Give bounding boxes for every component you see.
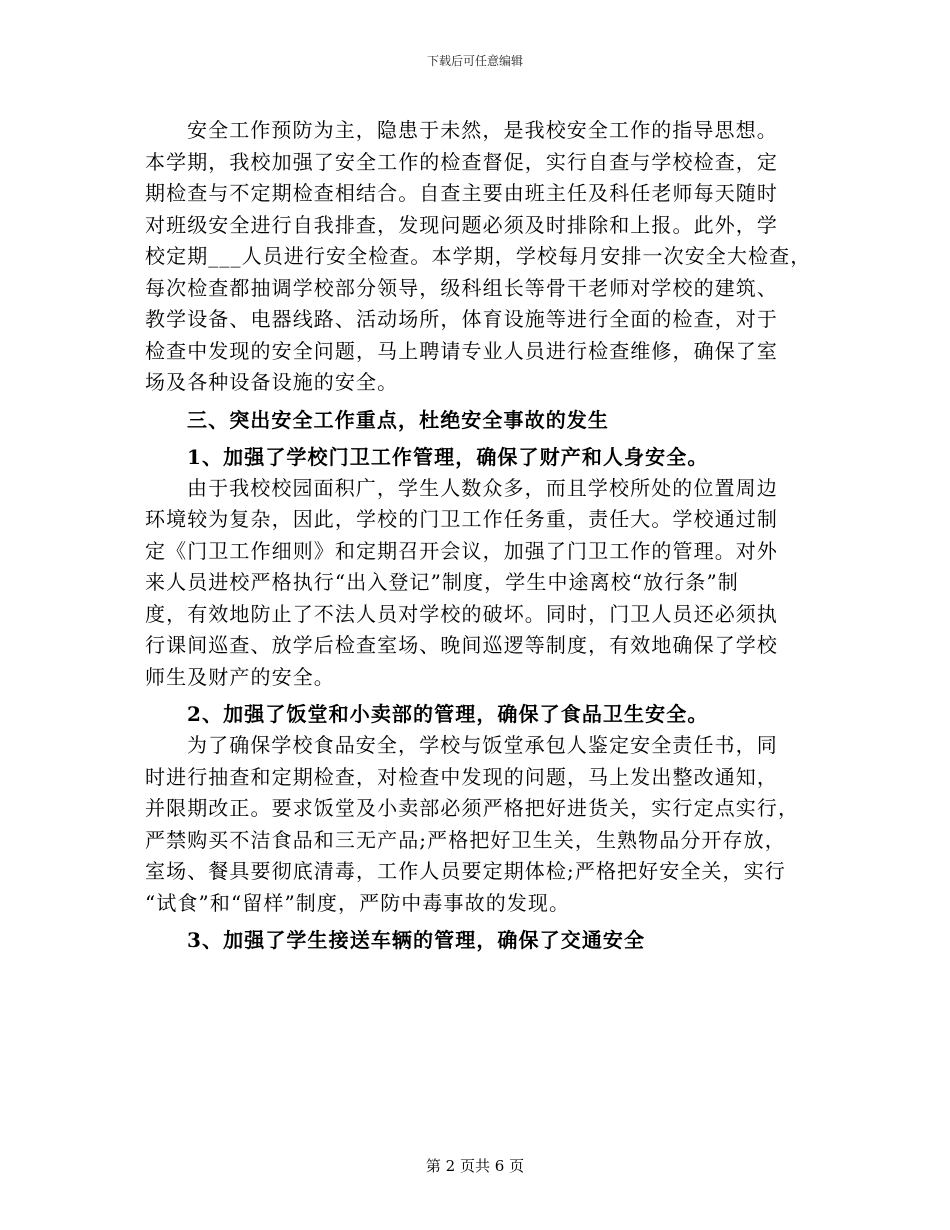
text-line: 室场、餐具要彻底清毒，工作人员要定期体检;严格把好安全关，实行 (145, 859, 786, 883)
paragraph (145, 730, 825, 919)
text-line: 为了确保学校食品安全，学校与饭堂承包人鉴定安全责任书，同 (187, 733, 778, 757)
text-line: “试食”和“留样”制度，严防中毒事故的发现。 (145, 890, 571, 915)
page-footer: 第 2 页共 6 页 (425, 1157, 525, 1175)
subsection-heading: 2、加强了饭堂和小卖部的管理，确保了食品卫生安全。 (187, 702, 709, 726)
paragraph (145, 473, 825, 694)
text-line: 校定期___人员进行安全检查。本学期，学校每月安排一次安全大检查， (145, 244, 812, 268)
text-line: 定《门卫工作细则》和定期召开会议，加强了门卫工作的管理。对外 (145, 538, 778, 563)
text-line: 安全工作预防为主，隐患于未然，是我校安全工作的指导思想。 (187, 118, 778, 142)
text-line: 期检查与不定期检查相结合。自查主要由班主任及科任老师每天随时 (145, 181, 778, 205)
text-line: 教学设备、电器线路、活动场所，体育设施等进行全面的检查，对于 (145, 307, 778, 331)
text-line: 度，有效地防止了不法人员对学校的破坏。同时，门卫人员还必须执 (145, 601, 778, 626)
text-line: 来人员进校严格执行“出入登记”制度，学生中途离校“放行条”制 (145, 570, 739, 594)
text-line: 环境较为复杂，因此，学校的门卫工作任务重，责任大。学校通过制 (145, 507, 778, 531)
text-line: 并限期改正。要求饭堂及小卖部必须严格把好进货关，实行定点实行， (145, 796, 800, 820)
page-header: 下载后可任意编辑 (426, 54, 523, 68)
paragraph (145, 115, 825, 399)
text-line: 检查中发现的安全问题，马上聘请专业人员进行检查维修，确保了室 (145, 338, 778, 363)
text-line: 师生及财产的安全。 (145, 664, 335, 689)
text-line: 行课间巡查、放学后检查室场、晚间巡逻等制度，有效地确保了学校 (145, 633, 778, 657)
section-heading: 三、突出安全工作重点，杜绝安全事故的发生 (187, 407, 609, 432)
text-line: 本学期，我校加强了安全工作的检查督促，实行自查与学校检查，定 (145, 149, 778, 174)
text-line: 每次检查都抽调学校部分领导，级科组长等骨干老师对学校的建筑、 (145, 275, 778, 300)
text-line: 由于我校校园面积广，学生人数众多，而且学校所处的位置周边 (187, 475, 778, 500)
text-line: 对班级安全进行自我排查，发现问题必须及时排除和上报。此外，学 (145, 212, 778, 237)
subsection-heading: 3、加强了学生接送车辆的管理，确保了交通安全 (187, 928, 646, 952)
text-line: 严禁购买不洁食品和三无产品;严格把好卫生关，生熟物品分开存放， (145, 827, 786, 852)
text-line: 场及各种设备设施的安全。 (145, 370, 399, 394)
subsection-heading: 1、加强了学校门卫工作管理，确保了财产和人身安全。 (187, 444, 709, 469)
text-line: 时进行抽查和定期检查，对检查中发现的问题，马上发出整改通知， (145, 764, 778, 789)
document-body (145, 115, 825, 956)
